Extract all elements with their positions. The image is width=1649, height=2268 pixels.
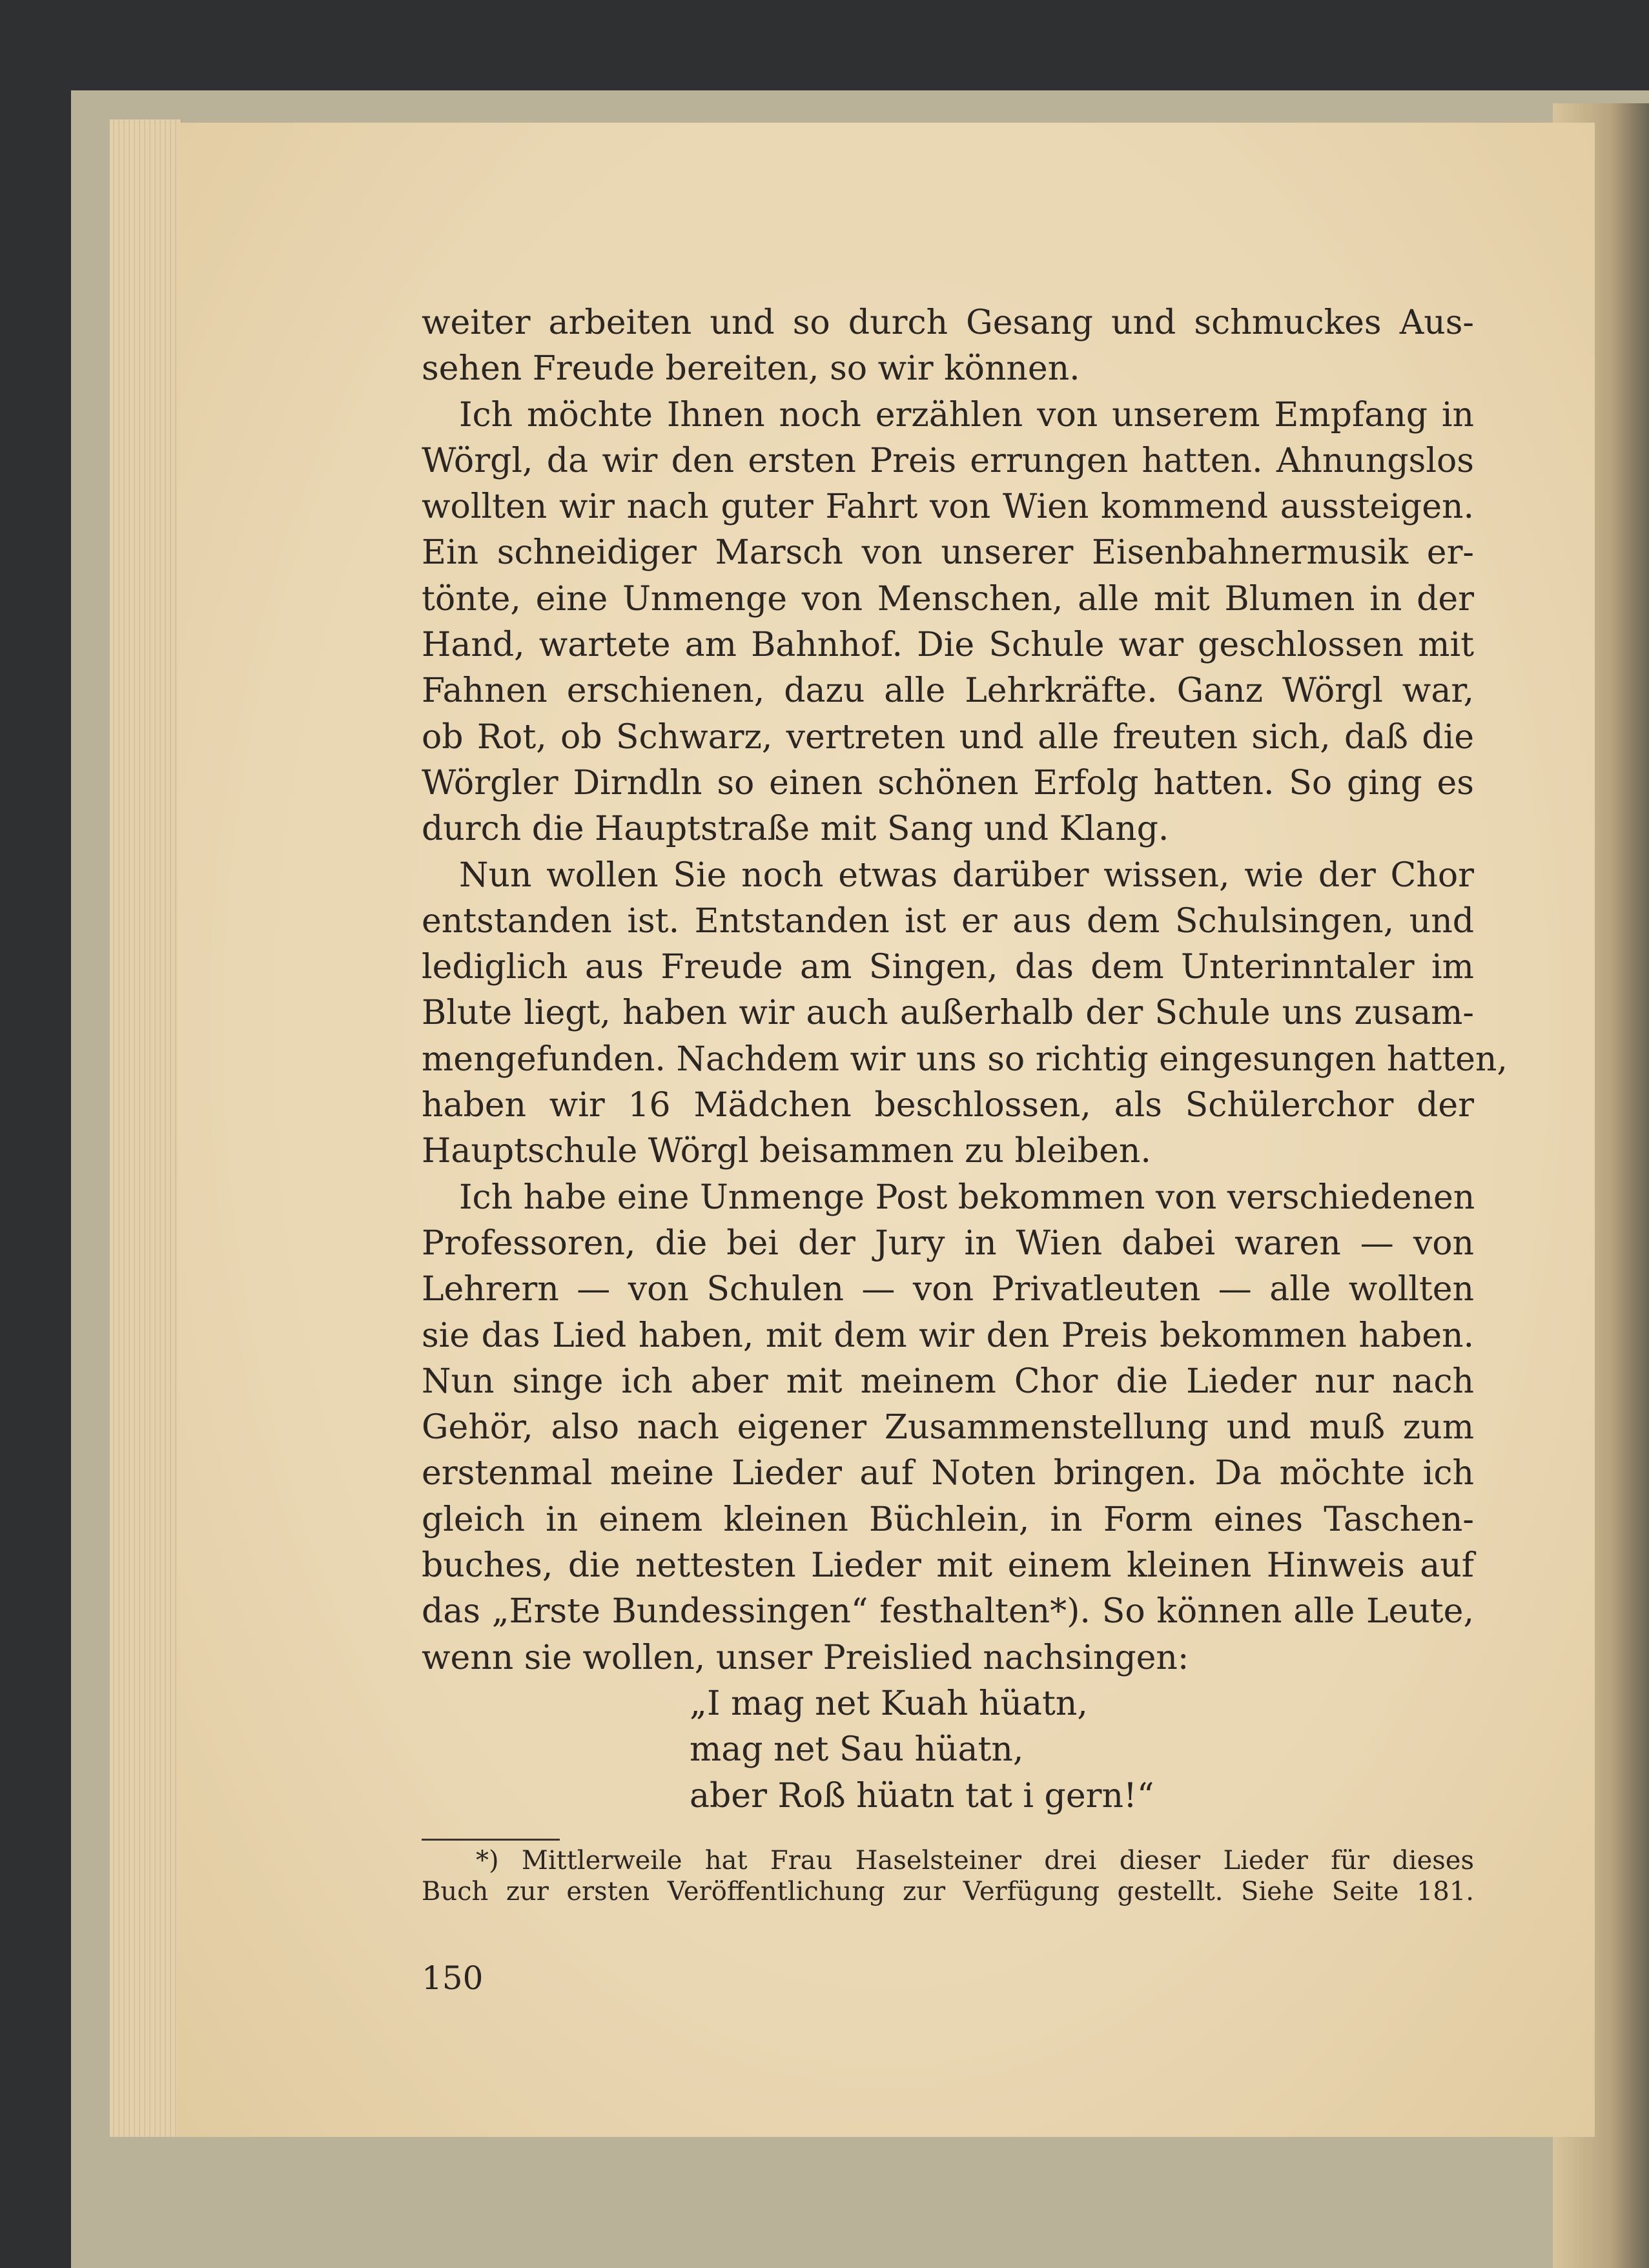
verse-line: mag net Sau hüatn, — [690, 1730, 1024, 1770]
text-line: Gehör, also nach eigener Zusammenstellung und muß zum — [422, 1408, 1474, 1447]
text-line: weiter arbeiten und so durch Gesang und schmuckes Aus- — [422, 303, 1474, 342]
text-line: wenn sie wollen, unser Preislied nachsingen: — [422, 1638, 1189, 1677]
text-line: erstenmal meine Lieder auf Noten bringen. Da möchte ich — [422, 1454, 1474, 1493]
text-line: Blute liegt, haben wir auch außerhalb der Schule uns zusam- — [422, 994, 1474, 1033]
footnote — [422, 1845, 1474, 1907]
text-line: haben wir 16 Mädchen beschlossen, als Schülerchor der — [422, 1086, 1474, 1125]
footnote-rule — [422, 1839, 560, 1841]
text-line: mengefunden. Nachdem wir uns so richtig eingesungen hatten, — [422, 1039, 1508, 1079]
text-line: tönte, eine Unmenge von Menschen, alle mit Blumen in der — [422, 579, 1474, 618]
text-line: Lehrern — von Schulen — von Privatleuten — alle wollten — [422, 1270, 1474, 1309]
text-line: Wörgler Dirndln so einen schönen Erfolg hatten. So ging es — [422, 763, 1474, 802]
footnote-line: *) Mittlerweile hat Frau Haselsteiner drei dieser Lieder für dieses — [476, 1846, 1474, 1875]
text-line: sehen Freude bereiten, so wir können. — [422, 349, 1080, 389]
text-line: Ich möchte Ihnen noch erzählen von unserem Empfang in — [459, 395, 1474, 434]
footnote-line: Buch zur ersten Veröffentlichung zur Verfügung gestellt. Siehe Seite 181. — [422, 1877, 1474, 1906]
text-line: Wörgl, da wir den ersten Preis errungen hatten. Ahnungslos — [422, 441, 1474, 480]
text-line: entstanden ist. Entstanden ist er aus dem Schulsingen, und — [422, 901, 1474, 941]
text-line: Ich habe eine Unmenge Post bekommen von verschiedenen — [459, 1178, 1475, 1217]
text-line: Fahnen erschienen, dazu alle Lehrkräfte. Ganz Wörgl war, — [422, 671, 1474, 711]
text-line: Nun wollen Sie noch etwas darüber wissen, wie der Chor — [459, 855, 1474, 895]
text-line: gleich in einem kleinen Büchlein, in Form eines Taschen- — [422, 1500, 1474, 1539]
paragraph-2 — [422, 393, 1474, 853]
text-line: lediglich aus Freude am Singen, das dem Unterinntaler im — [422, 948, 1474, 987]
text-line: Nun singe ich aber mit meinem Chor die Lieder nur nach — [422, 1362, 1474, 1401]
text-line: buches, die nettesten Lieder mit einem kleinen Hinweis auf — [422, 1546, 1474, 1586]
page-number: 150 — [422, 1959, 484, 1997]
text-line: Ein schneidiger Marsch von unserer Eisenbahnermusik er- — [422, 533, 1474, 573]
text-line: Professoren, die bei der Jury in Wien dabei waren — von — [422, 1223, 1474, 1263]
text-line: das „Erste Bundessingen“ festhalten*). So können alle Leute, — [422, 1592, 1474, 1631]
text-line: Hauptschule Wörgl beisammen zu bleiben. — [422, 1132, 1151, 1171]
song-verse — [422, 1681, 1474, 1819]
text-line: wollten wir nach guter Fahrt von Wien kommend aussteigen. — [422, 487, 1474, 527]
text-line: durch die Hauptstraße mit Sang und Klang. — [422, 810, 1169, 849]
paragraph-1 — [422, 300, 1474, 393]
body-text — [422, 300, 1508, 1819]
text-line: sie das Lied haben, mit dem wir den Preis bekommen haben. — [422, 1316, 1474, 1355]
text-line: ob Rot, ob Schwarz, vertreten und alle freuten sich, daß die — [422, 717, 1474, 757]
text-line: Hand, wartete am Bahnhof. Die Schule war geschlossen mit — [422, 626, 1474, 665]
verse-line: „I mag net Kuah hüatn, — [690, 1684, 1088, 1723]
paragraph-4 — [422, 1175, 1474, 1681]
verse-line: aber Roß hüatn tat i gern!“ — [690, 1776, 1154, 1815]
paragraph-3 — [422, 853, 1508, 1175]
page-edges — [110, 119, 182, 2137]
